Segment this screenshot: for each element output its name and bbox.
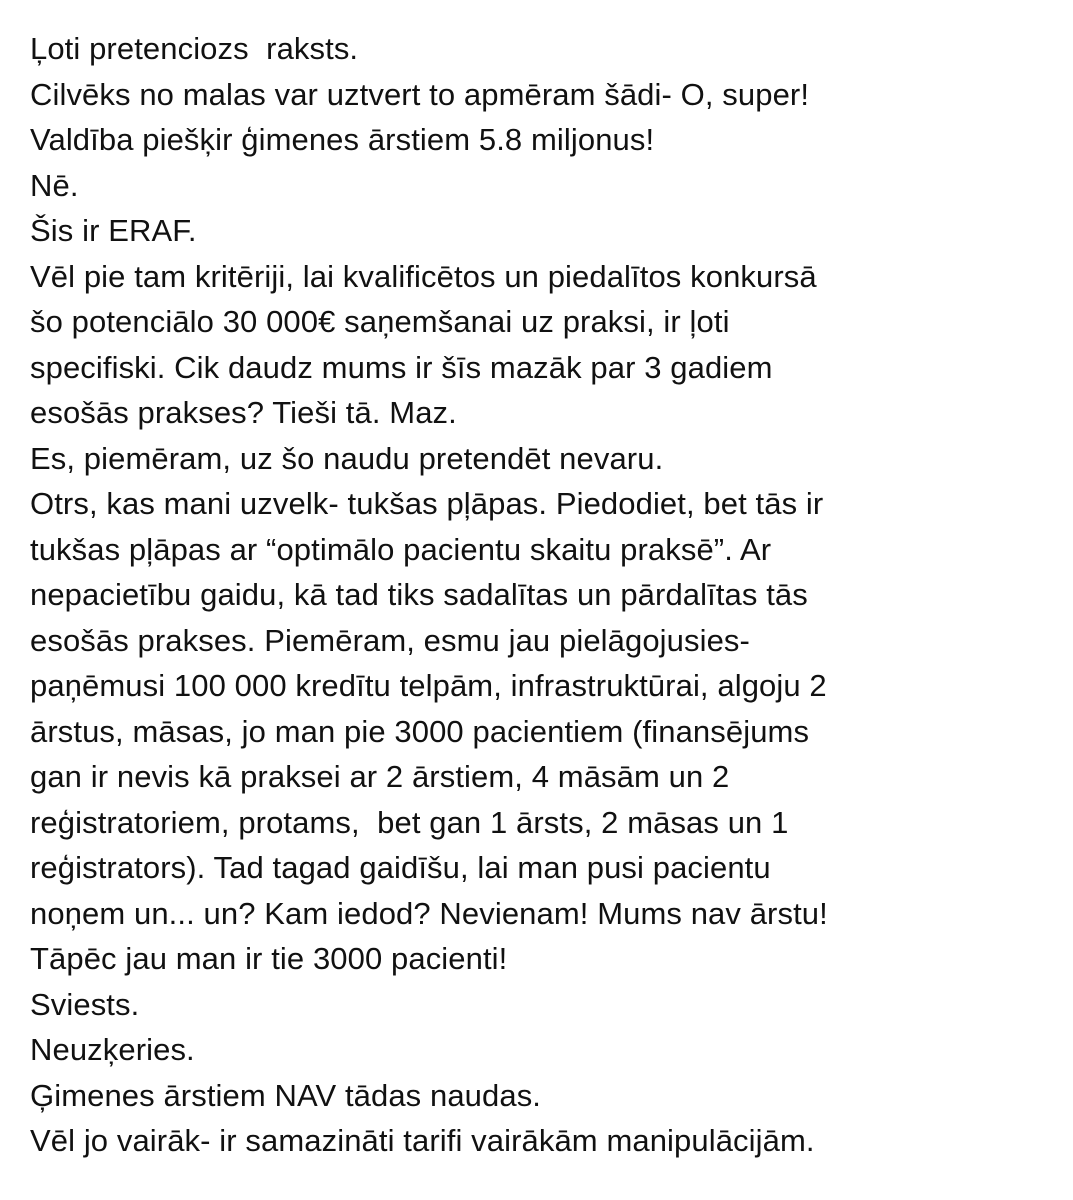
text-line: Tāpēc jau man ir tie 3000 pacienti! (30, 941, 508, 976)
text-line: noņem un... un? Kam iedod? Nevienam! Mums nav ārstu! (30, 895, 828, 931)
text-line: Ģimenes ārstiem NAV tādas naudas. (30, 1077, 542, 1113)
text-line: specifiski. Cik daudz mums ir šīs mazāk par 3 gadiem (30, 349, 773, 385)
text-line: šo potenciālo 30 000€ saņemšanai uz praksi, ir ļoti (30, 304, 730, 339)
text-line: ārstus, māsas, jo man pie 3000 pacientiem (finansējums (30, 713, 810, 749)
text-line: Nē. (30, 167, 79, 203)
text-line: Valdība piešķir ģimenes ārstiem 5.8 miljonus! (30, 122, 655, 157)
text-line: nepacietību gaidu, kā tad tiks sadalītas un pārdalītas tās (30, 577, 808, 612)
text-line: reģistrators). Tad tagad gaidīšu, lai man pusi pacientu (30, 850, 771, 885)
text-line: tukšas pļāpas ar “optimālo pacientu skaitu praksē”. Ar (30, 531, 772, 567)
text-line: paņēmusi 100 000 kredītu telpām, infrastruktūrai, algoju 2 (30, 668, 827, 703)
text-line: Vēl jo vairāk- ir samazināti tarifi vairākām manipulācijām. (30, 1123, 815, 1158)
text-line: esošās prakses. Piemēram, esmu jau pielāgojusies- (30, 622, 750, 658)
text-line: reģistratoriem, protams, bet gan 1 ārsts, 2 māsas un 1 (30, 804, 789, 840)
text-line: gan ir nevis kā praksei ar 2 ārstiem, 4 māsām un 2 (30, 759, 730, 794)
post-text-block (30, 26, 1060, 1164)
text-line: Vēl pie tam kritēriji, lai kvalificētos un piedalītos konkursā (30, 258, 817, 294)
text-line: Neuzķeries. (30, 1032, 195, 1067)
text-line: Es, piemēram, uz šo naudu pretendēt nevaru. (30, 440, 664, 476)
text-line: Šis ir ERAF. (30, 213, 197, 248)
text-line: Cilvēks no malas var uztvert to apmēram šādi- O, super! (30, 76, 810, 112)
text-line: Sviests. (30, 986, 140, 1022)
text-line: Otrs, kas mani uzvelk- tukšas pļāpas. Piedodiet, bet tās ir (30, 486, 824, 521)
text-line: Ļoti pretenciozs raksts. (30, 31, 359, 66)
text-line: esošās prakses? Tieši tā. Maz. (30, 395, 457, 430)
